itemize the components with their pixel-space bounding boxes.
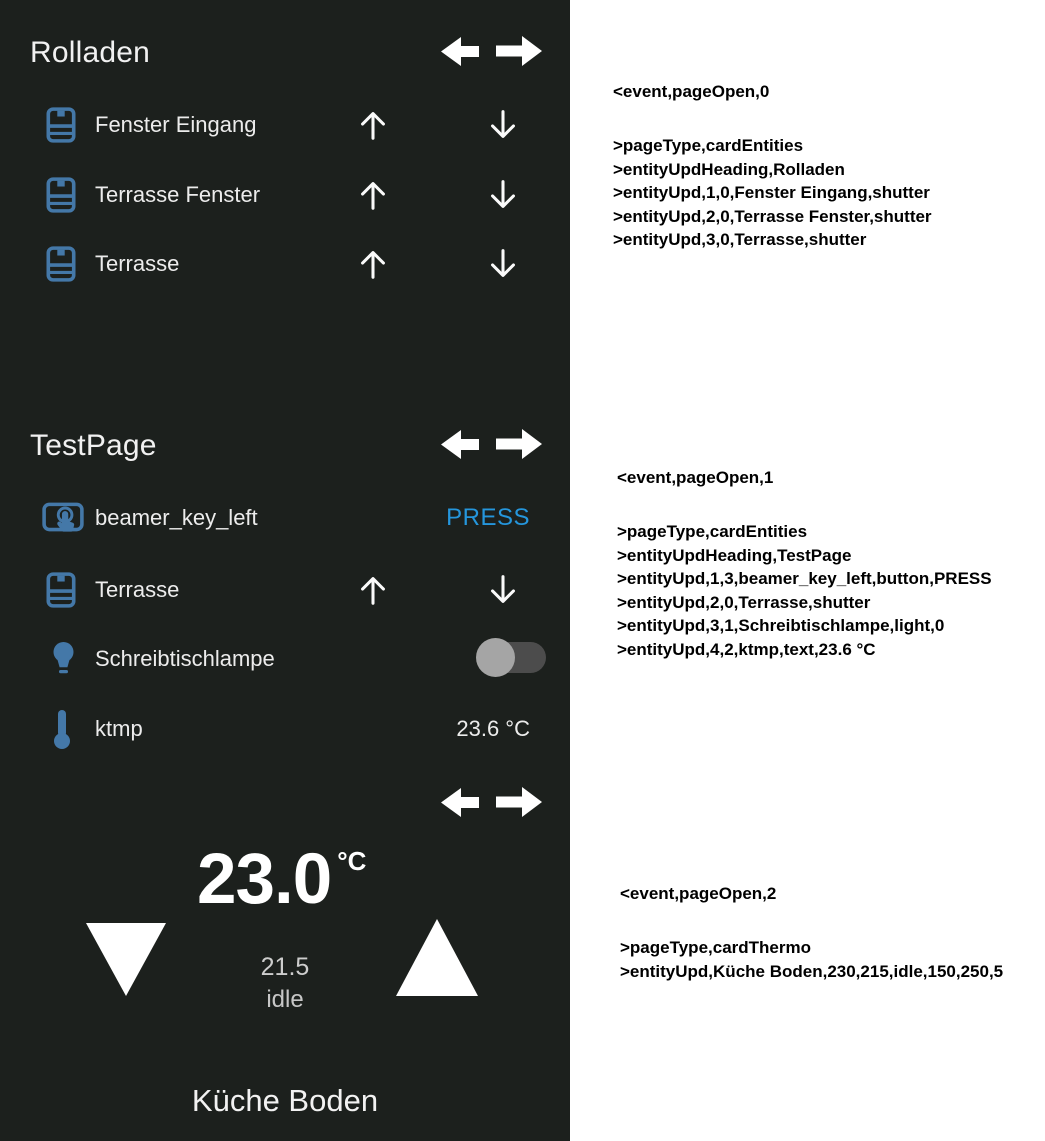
entity-row [0, 242, 570, 286]
protocol-block-page1 [617, 467, 992, 661]
entity-label: Fenster Eingang [95, 112, 257, 137]
shutter-down-button[interactable] [484, 106, 522, 144]
protocol-event-line: <event,pageOpen,2 [620, 884, 777, 903]
shutter-down-button[interactable] [484, 176, 522, 214]
shutter-down-button[interactable] [484, 571, 522, 609]
window-shutter-icon [46, 177, 76, 213]
nav-previous-button[interactable] [441, 35, 479, 68]
arrow-left-bold-icon [441, 448, 479, 465]
protocol-line: >entityUpd,1,0,Fenster Eingang,shutter [613, 183, 930, 202]
page-title-testpage: TestPage [30, 429, 157, 462]
entity-row [0, 707, 570, 751]
nav-previous-button[interactable] [441, 786, 479, 819]
arrow-left-bold-icon [441, 806, 479, 823]
shutter-up-button[interactable] [354, 106, 392, 144]
protocol-block-page2 [620, 883, 1003, 983]
shutter-up-button[interactable] [354, 245, 392, 283]
protocol-line: >pageType,cardEntities [617, 522, 808, 541]
protocol-line: >entityUpdHeading,Rolladen [613, 159, 845, 179]
protocol-line: >pageType,cardThermo [620, 938, 811, 957]
protocol-line: >entityUpd,1,3,beamer_key_left,button,PRESS [617, 569, 992, 588]
protocol-event-line: <event,pageOpen,0 [613, 82, 770, 101]
shutter-stop-button[interactable] [427, 114, 449, 136]
nav-next-button[interactable] [496, 785, 542, 819]
entity-row [0, 568, 570, 612]
protocol-event-line: <event,pageOpen,1 [617, 468, 774, 487]
arrow-right-bold-icon [496, 55, 542, 72]
entity-label: Terrasse [95, 577, 180, 602]
shutter-down-button[interactable] [484, 245, 522, 283]
toggle-knob [476, 638, 515, 677]
light-toggle-switch[interactable] [476, 637, 548, 679]
nav-next-button[interactable] [496, 34, 542, 68]
setpoint-temperature: 21.5 [260, 953, 310, 981]
entity-label: ktmp [95, 716, 143, 741]
thermostat-name: Küche Boden [191, 1083, 379, 1118]
shutter-stop-button[interactable] [427, 579, 449, 601]
nav-next-button[interactable] [496, 427, 542, 461]
window-shutter-icon [46, 246, 76, 282]
press-button[interactable]: PRESS [446, 504, 530, 531]
protocol-line: >entityUpd,3,1,Schreibtischlampe,light,0 [617, 616, 945, 635]
protocol-line: >entityUpd,4,2,ktmp,text,23.6 °C [617, 639, 876, 659]
sensor-value: 23.6 °C [456, 716, 530, 741]
temperature-unit: °C [337, 846, 367, 876]
page-title-rolladen: Rolladen [30, 36, 151, 69]
arrow-right-bold-icon [496, 806, 542, 823]
entity-row [0, 496, 570, 540]
current-temperature [197, 842, 366, 918]
entity-label: Terrasse Fenster [95, 182, 261, 207]
lightbulb-icon [50, 640, 77, 678]
shutter-up-button[interactable] [354, 176, 392, 214]
thermometer-icon [52, 708, 72, 750]
temperature-increase-button[interactable] [396, 919, 478, 996]
entity-row [0, 103, 570, 147]
protocol-line: >entityUpd,2,0,Terrasse,shutter [617, 592, 871, 612]
shutter-up-button[interactable] [354, 571, 392, 609]
entity-label: beamer_key_left [95, 505, 258, 530]
arrow-right-bold-icon [496, 448, 542, 465]
hvac-state: idle [266, 986, 304, 1013]
shutter-stop-button[interactable] [427, 253, 449, 275]
temperature-decrease-button[interactable] [86, 923, 166, 996]
protocol-line: >entityUpd,3,0,Terrasse,shutter [613, 230, 867, 249]
protocol-line: >pageType,cardEntities [613, 136, 804, 155]
window-shutter-icon [46, 107, 76, 143]
protocol-line: >entityUpdHeading,TestPage [617, 545, 852, 565]
current-temperature-value: 23.0 [197, 840, 332, 919]
entity-row [0, 173, 570, 217]
protocol-line: >entityUpd,2,0,Terrasse Fenster,shutter [613, 206, 932, 226]
shutter-stop-button[interactable] [427, 184, 449, 206]
nav-previous-button[interactable] [441, 428, 479, 461]
entity-label: Schreibtischlampe [95, 646, 275, 671]
protocol-line: >entityUpd,Küche Boden,230,215,idle,150,250,5 [620, 961, 1004, 981]
arrow-left-bold-icon [441, 55, 479, 72]
protocol-block-page0 [613, 81, 932, 252]
gesture-tap-button-icon [42, 499, 84, 537]
window-shutter-icon [46, 572, 76, 608]
entity-label: Terrasse [95, 251, 180, 276]
